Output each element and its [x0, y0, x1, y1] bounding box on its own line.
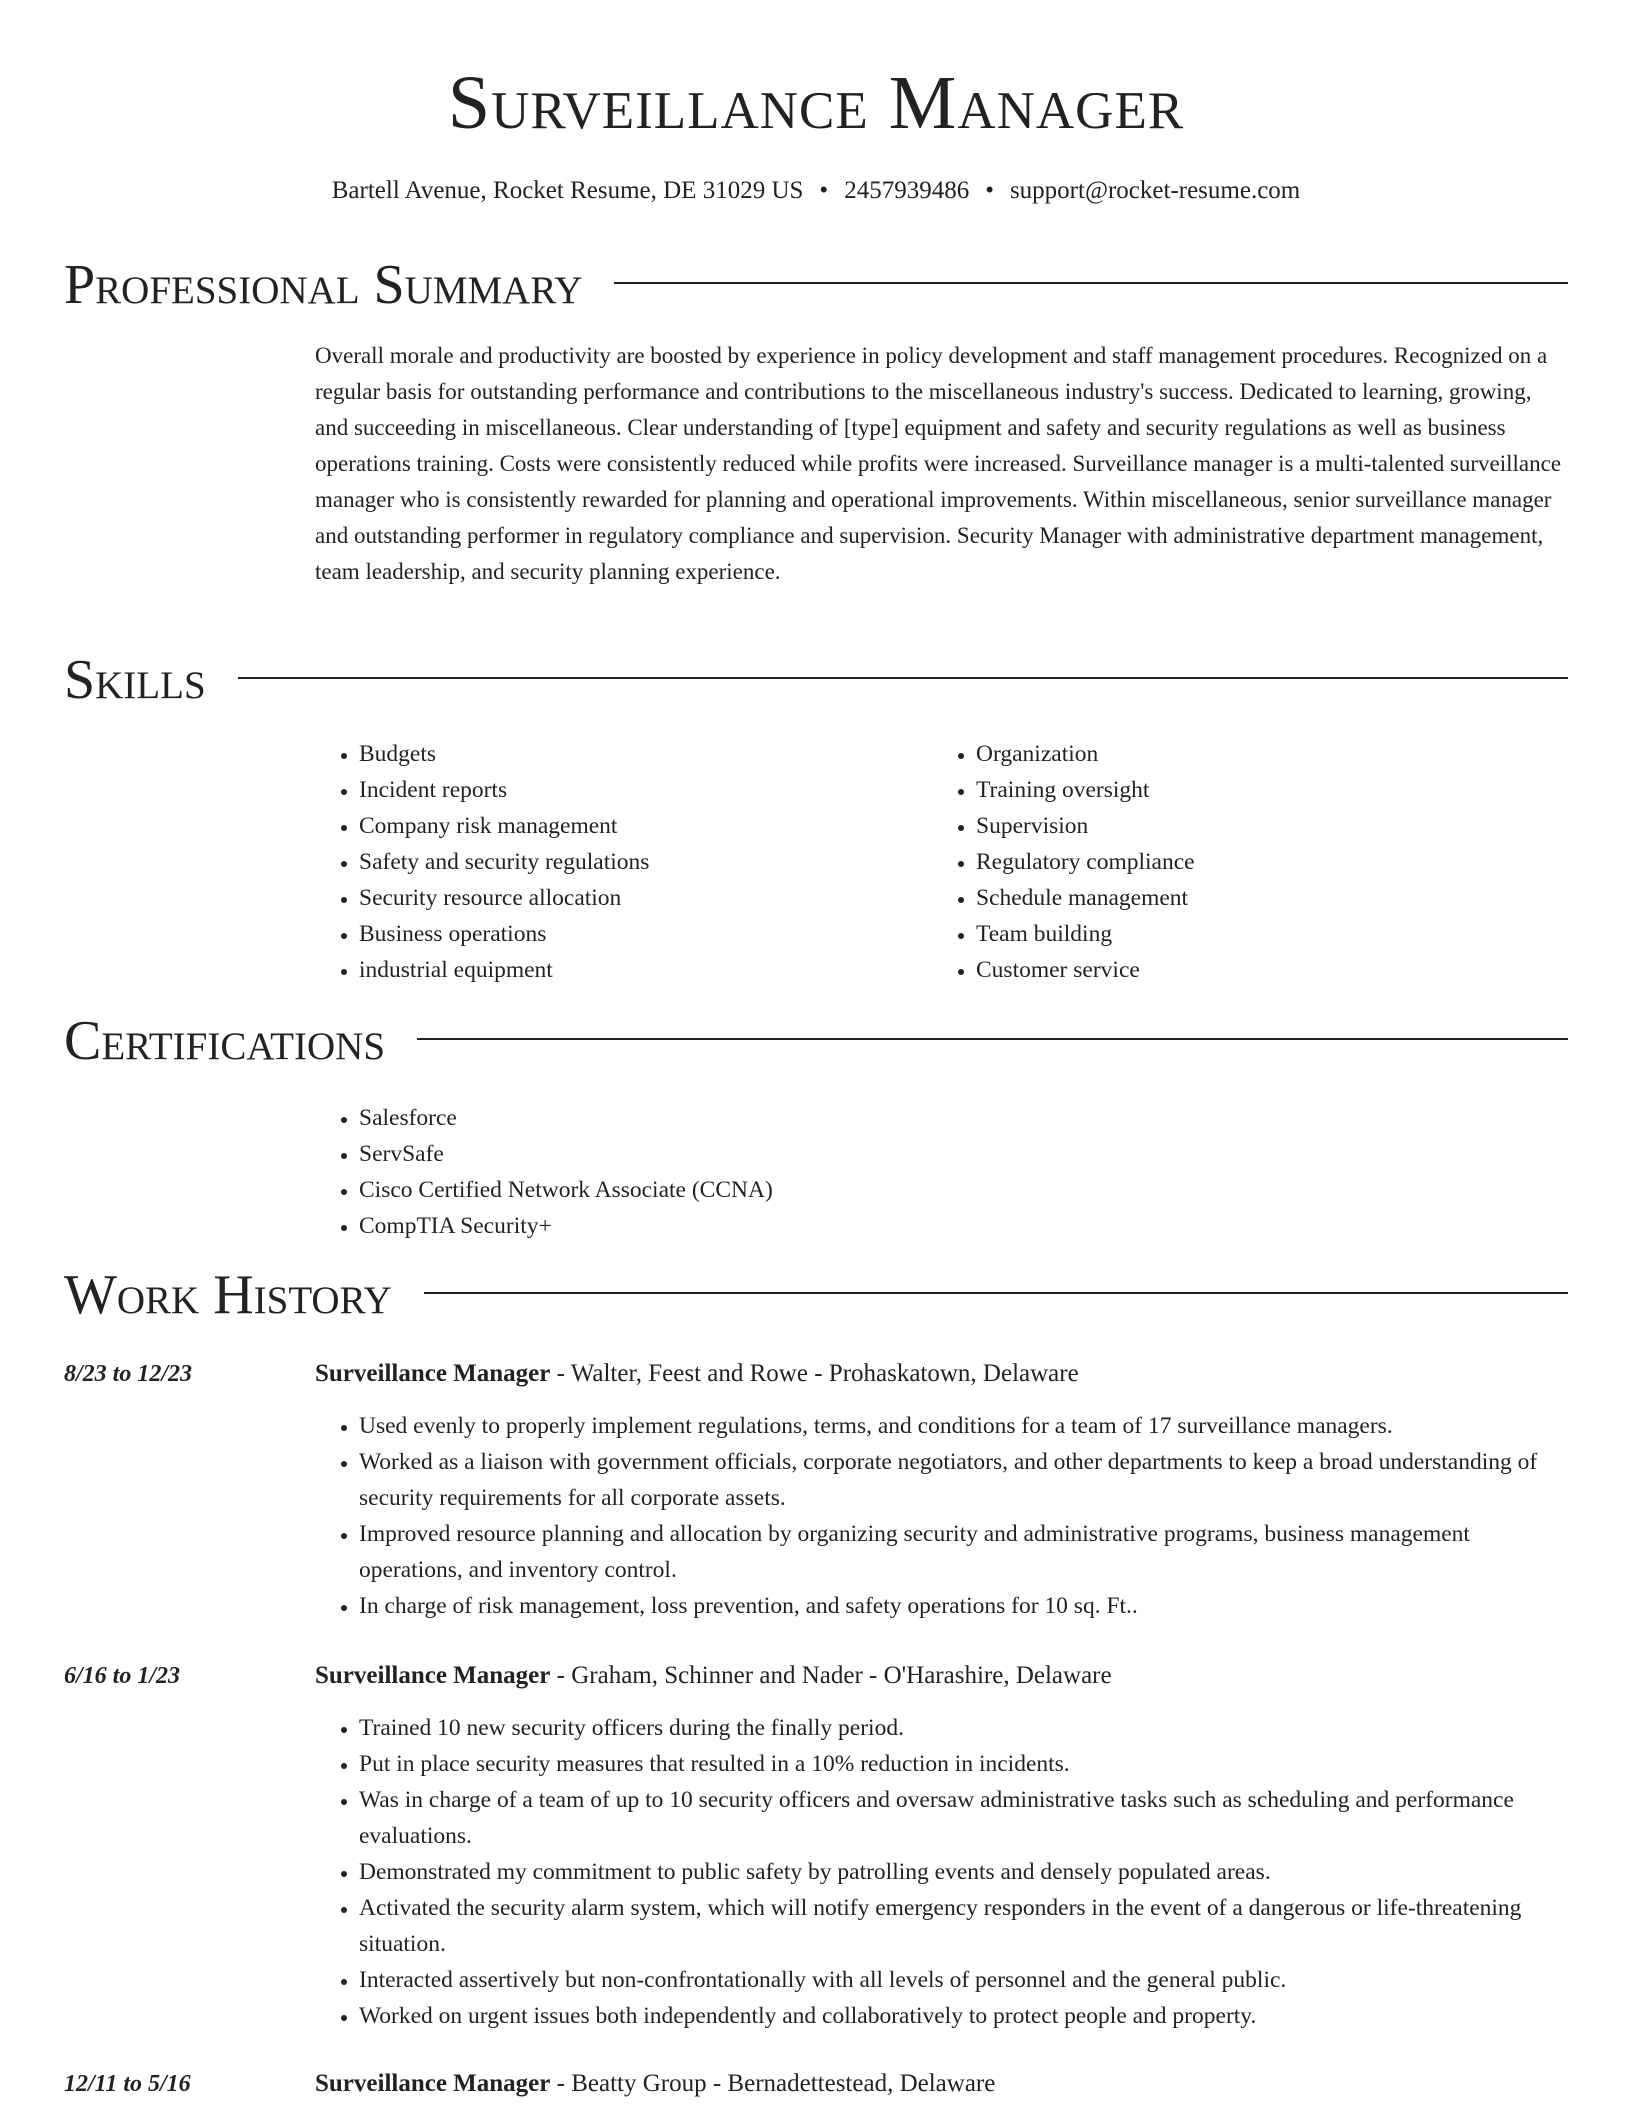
certifications-heading: [64, 1008, 1568, 1074]
skill-item: • Regulatory compliance: [976, 844, 1532, 880]
job-role: Surveillance Manager: [315, 1662, 551, 1689]
job-bullet: • Was in charge of a team of up to 10 security officers and oversaw administrative tasks such as scheduling and performance evaluations.: [359, 1782, 1568, 1854]
skill-item: • Organization: [976, 736, 1532, 772]
skills-title: Skills: [64, 649, 206, 711]
job-title: [315, 2066, 1568, 2102]
job-bullet: • Worked on urgent issues both independently and collaboratively to protect people and property.: [359, 1998, 1568, 2034]
candidate-name: Surveillance Manager: [447, 61, 1185, 145]
skill-item: • Supervision: [976, 808, 1532, 844]
contact-address: Bartell Avenue, Rocket Resume, DE 31029 US: [331, 177, 804, 204]
skill-item: • Customer service: [976, 952, 1532, 988]
section-divider: [614, 282, 1568, 284]
job-bullets: [315, 1408, 1568, 1624]
work-history-title: Work History: [64, 1264, 392, 1326]
job-date: 8/23 to 12/23: [64, 1361, 193, 1387]
job-bullet: • In charge of risk management, loss prevention, and safety operations for 10 sq. Ft..: [359, 1588, 1568, 1624]
job-bullet: • Used evenly to properly implement regulations, terms, and conditions for a team of 17 surveillance managers.: [359, 1408, 1568, 1444]
job-employer-location: - Graham, Schinner and Nader - O'Harashire, Delaware: [550, 1662, 1112, 1689]
section-divider: [417, 1038, 1568, 1040]
contact-email: support@rocket-resume.com: [1009, 177, 1301, 204]
job-bullet: • Worked as a liaison with government officials, corporate negotiators, and other departments to keep a broad understanding of security requirements for all corporate assets.: [359, 1444, 1568, 1516]
skill-item: • Safety and security regulations: [359, 844, 915, 880]
certification-item: • Cisco Certified Network Associate (CCNA): [359, 1172, 1215, 1208]
contact-separator: •: [819, 177, 829, 204]
skill-item: • Incident reports: [359, 772, 915, 808]
job-title: [315, 1356, 1568, 1392]
job-date: 6/16 to 1/23: [64, 1663, 181, 1689]
section-divider: [238, 677, 1568, 679]
certifications-title: Certifications: [64, 1010, 386, 1072]
skills-right-column: [932, 736, 1532, 988]
work-history-heading: [64, 1262, 1568, 1328]
skill-item: • Company risk management: [359, 808, 915, 844]
job-employer-location: - Walter, Feest and Rowe - Prohaskatown, Delaware: [550, 1360, 1079, 1387]
job-bullet: • Trained 10 new security officers during the finally period.: [359, 1710, 1568, 1746]
summary-text: Overall morale and productivity are boosted by experience in policy development and staff management procedures. Recognized on a regular basis for outstanding performance and contributions to the miscellaneous industry's success. Dedicated to learning, growing, and succeeding in miscellaneous. Clear understanding of [type] equipment and safety and security regulations as well as business operations training. Costs were consistently reduced while profits were increased. Surveillance manager is a multi-talented surveillance manager who is consistently rewarded for planning and operational improvements. Within miscellaneous, senior surveillance manager and outstanding performer in regulatory compliance and supervision. Security Manager with administrative department management, team leadership, and security planning experience.: [315, 343, 1562, 584]
job-role: Surveillance Manager: [315, 2070, 551, 2097]
job-role: Surveillance Manager: [315, 1360, 551, 1387]
job-bullet: • Put in place security measures that resulted in a 10% reduction in incidents.: [359, 1746, 1568, 1782]
certification-item: • CompTIA Security+: [359, 1208, 1215, 1244]
skill-item: • Security resource allocation: [359, 880, 915, 916]
job-employer-location: - Beatty Group - Bernadettestead, Delaware: [550, 2070, 996, 2097]
job-bullet: • Activated the security alarm system, which will notify emergency responders in the event of a dangerous or life-threatening situation.: [359, 1890, 1568, 1962]
job-bullet: • Demonstrated my commitment to public safety by patrolling events and densely populated areas.: [359, 1854, 1568, 1890]
skills-heading: [64, 647, 1568, 713]
skill-item: • Budgets: [359, 736, 915, 772]
section-divider: [424, 1292, 1568, 1294]
skill-item: • Team building: [976, 916, 1532, 952]
job-bullet: • Improved resource planning and allocation by organizing security and administrative programs, business management operations, and inventory control.: [359, 1516, 1568, 1588]
certifications-list: [315, 1100, 1215, 1244]
summary-heading: [64, 252, 1568, 318]
certification-item: • Salesforce: [359, 1100, 1215, 1136]
certification-item: • ServSafe: [359, 1136, 1215, 1172]
skills-left-column: [315, 736, 915, 988]
job-bullet: • Interacted assertively but non-confrontationally with all levels of personnel and the general public.: [359, 1962, 1568, 1998]
summary-title: Professional Summary: [64, 254, 583, 316]
job-title: [315, 1658, 1568, 1694]
contact-separator: •: [985, 177, 994, 204]
job-date: 12/11 to 5/16: [64, 2071, 191, 2097]
job-bullets: [315, 1710, 1568, 2034]
skill-item: • Schedule management: [976, 880, 1532, 916]
skill-item: • Training oversight: [976, 772, 1532, 808]
skill-item: • industrial equipment: [359, 952, 915, 988]
contact-phone: 2457939486: [844, 177, 970, 204]
skill-item: • Business operations: [359, 916, 915, 952]
contact-line: [0, 174, 1632, 208]
